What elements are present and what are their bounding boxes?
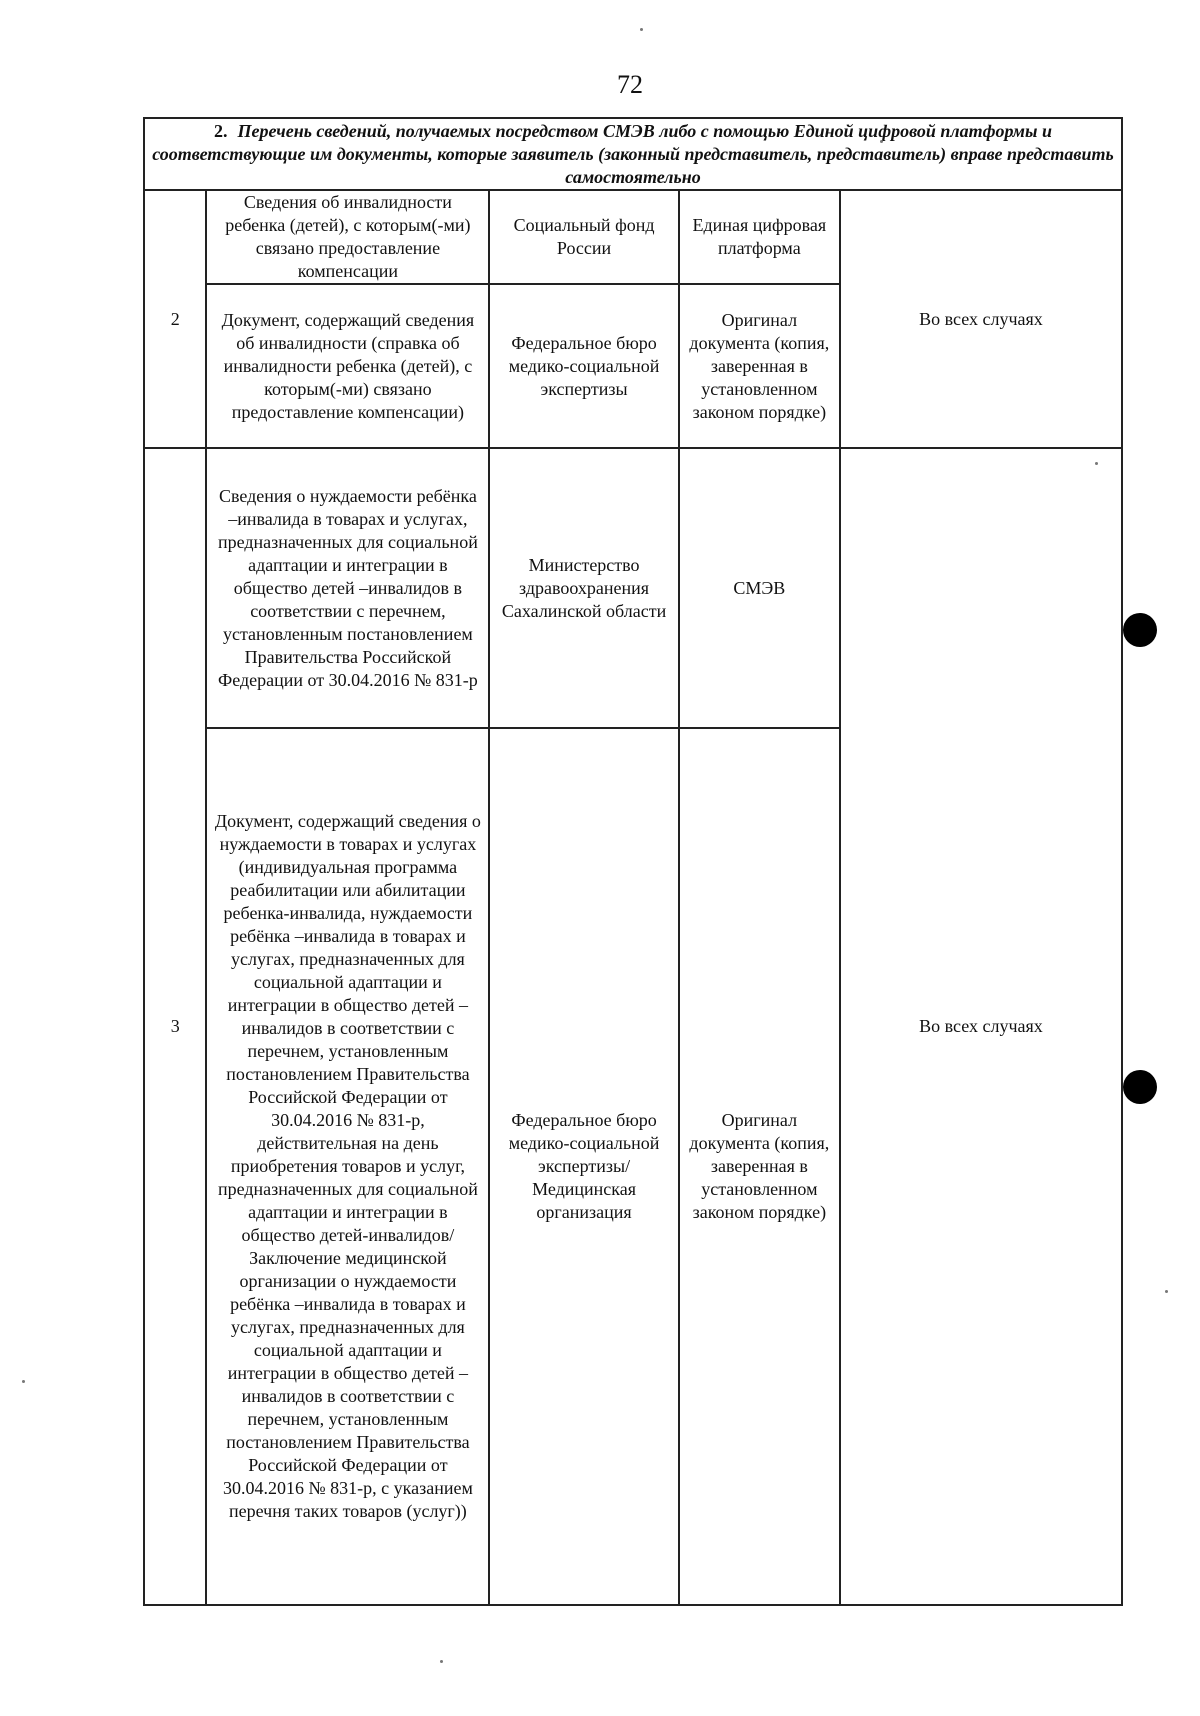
info-cell: Документ, содержащий сведения об инвалидности (справка об инвалидности ребенка (детей), с которым(-ми) связано предоставление компенсации): [206, 284, 489, 448]
org-cell: Министерство здравоохранения Сахалинской области: [489, 448, 678, 728]
scan-speck: [1165, 1290, 1168, 1293]
section-title-cell: [144, 118, 1122, 190]
section-number: 2.: [214, 120, 228, 141]
scan-speck: [640, 28, 643, 31]
source-cell: Оригинал документа (копия, заверенная в установленном законом порядке): [679, 728, 840, 1605]
punch-hole-bottom: [1123, 1070, 1157, 1104]
source-cell: Единая цифровая платформа: [679, 190, 840, 284]
scan-speck: [22, 1380, 25, 1383]
org-cell: Федеральное бюро медико-социальной экспертизы/ Медицинская организация: [489, 728, 678, 1605]
punch-hole-top: [1123, 613, 1157, 647]
row-number: 2: [144, 190, 206, 448]
table-row: [144, 190, 1122, 284]
case-cell: Во всех случаях: [840, 448, 1122, 1605]
case-cell: Во всех случаях: [840, 190, 1122, 448]
section-title: Перечень сведений, получаемых посредством СМЭВ либо с помощью Единой цифровой платформы и соответствующие им документы, которые заявитель (законный представитель, представитель) вправе представить самостоятельно: [152, 120, 1114, 187]
org-cell: Федеральное бюро медико-социальной экспертизы: [489, 284, 678, 448]
info-cell: Документ, содержащий сведения о нуждаемости в товарах и услугах (индивидуальная программа реабилитации или абилитации ребенка-инвалида, нуждаемости ребёнка –инвалида в товарах и услугах, предназначенных для социальной адаптации и интеграции в общество детей –инвалидов в соответствии с перечнем, установленным постановлением Правительства Российской Федерации от 30.04.2016 № 831-р, действительная на день приобретения товаров и услуг, предназначенных для социальной адаптации и интеграции в общество детей-инвалидов/ Заключение медицинской организации о нуждаемости ребёнка –инвалида в товарах и услугах, предназначенных для социальной адаптации и интеграции в общество детей –инвалидов в соответствии с перечнем, установленным постановлением Правительства Российской Федерации от 30.04.2016 № 831-р, с указанием перечня таких товаров (услуг)): [206, 728, 489, 1605]
info-cell: Сведения о нуждаемости ребёнка –инвалида в товарах и услугах, предназначенных для социальной адаптации и интеграции в общество детей –инвалидов в соответствии с перечнем, установленным постановлением Правительства Российской Федерации от 30.04.2016 № 831-р: [206, 448, 489, 728]
page-number: 72: [617, 70, 643, 99]
row-number: 3: [144, 448, 206, 1605]
scan-speck: [440, 1660, 443, 1663]
source-cell: Оригинал документа (копия, заверенная в установленном законом порядке): [679, 284, 840, 448]
org-cell: Социальный фонд России: [489, 190, 678, 284]
info-cell: Сведения об инвалидности ребенка (детей), с которым(-ми) связано предоставление компенсации: [206, 190, 489, 284]
section-header-row: [144, 118, 1122, 190]
scan-speck: [1095, 462, 1098, 465]
documents-table: [143, 117, 1123, 1606]
scan-speck: [880, 140, 883, 143]
table-row: [144, 448, 1122, 728]
source-cell: СМЭВ: [679, 448, 840, 728]
